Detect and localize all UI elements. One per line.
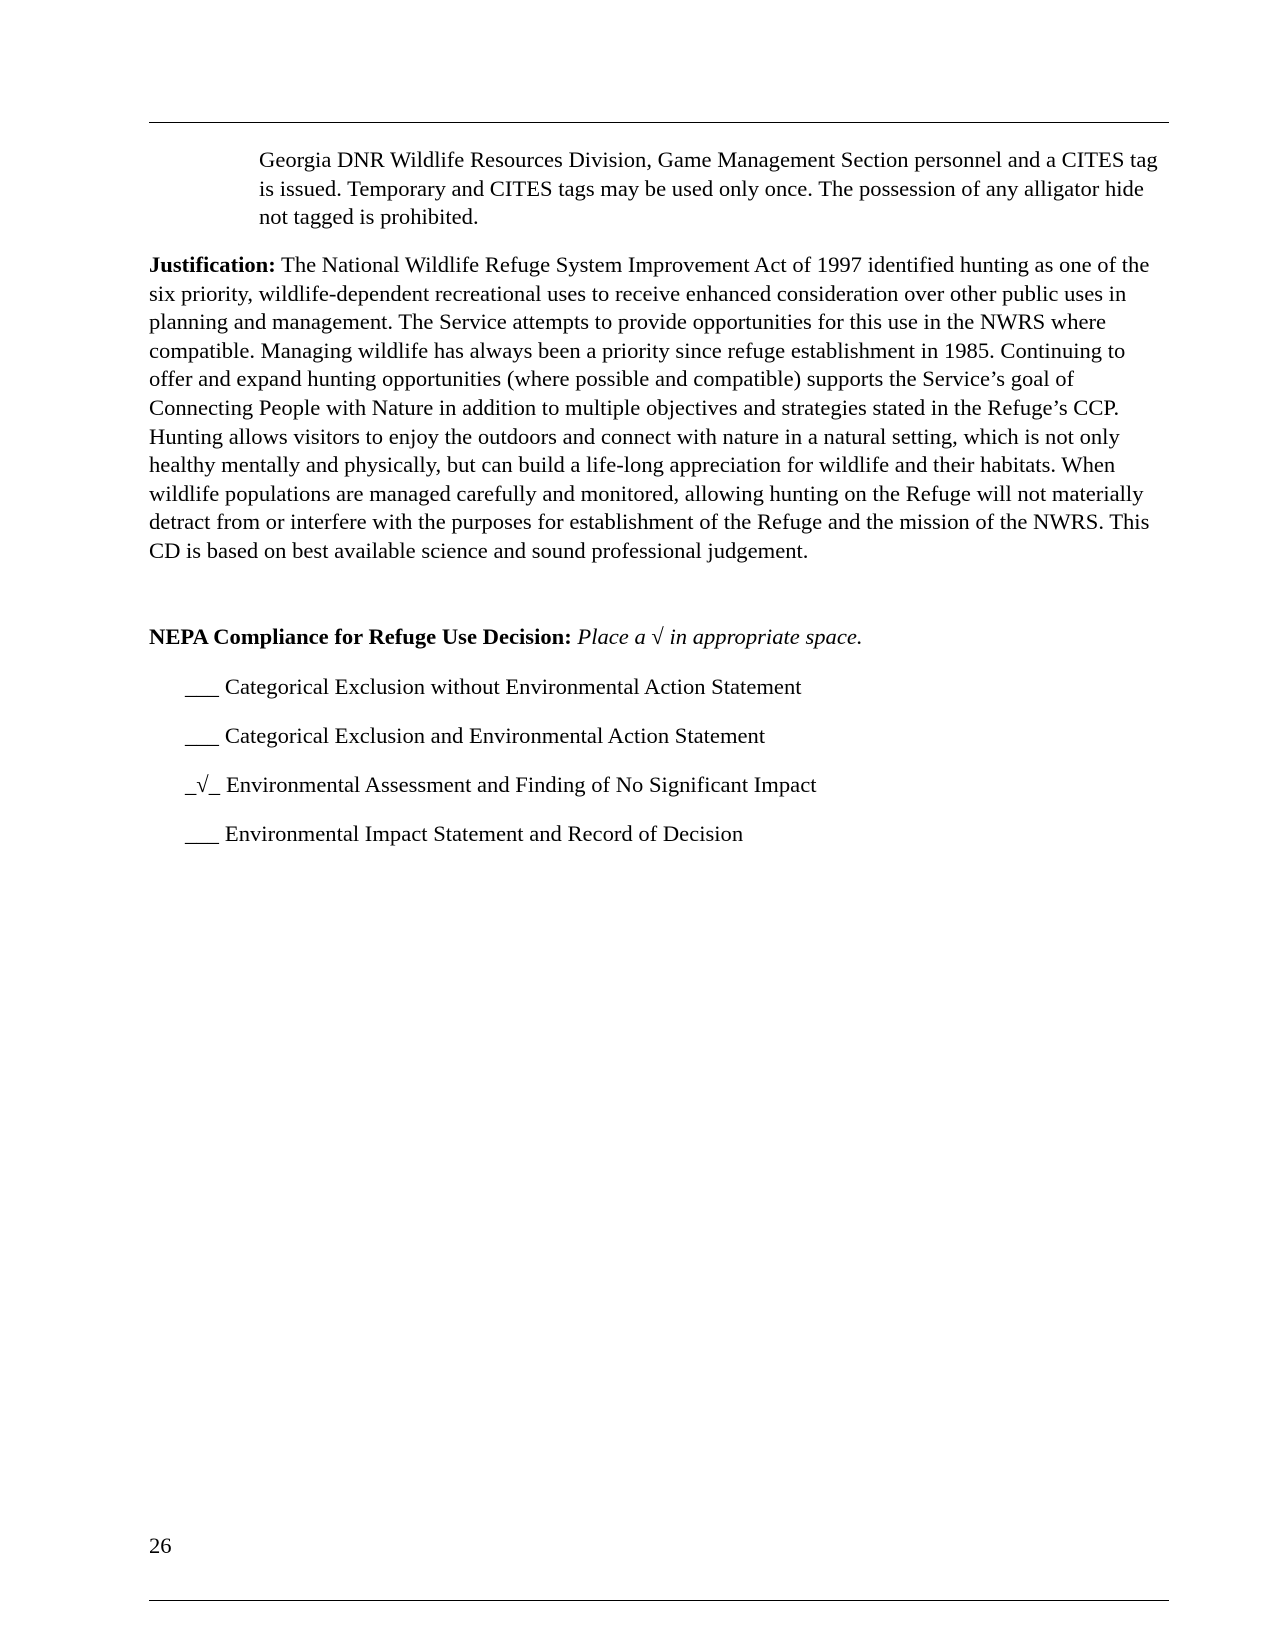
- header-rule: [149, 122, 1169, 123]
- nepa-option-environmental-impact-statement: [185, 820, 817, 869]
- nepa-heading: [149, 623, 1149, 651]
- justification-label: Justification:: [149, 252, 276, 277]
- justification-paragraph: [149, 251, 1171, 566]
- nepa-option-label: Categorical Exclusion and Environmental Action Statement: [224, 723, 766, 748]
- nepa-label: NEPA Compliance for Refuge Use Decision:: [149, 624, 572, 649]
- nepa-options-list: [185, 673, 817, 869]
- justification-text: The National Wildlife Refuge System Improvement Act of 1997 identified hunting as one of the six priority, wildlife-dependent recreational uses to receive enhanced consideration over other public uses in planning and management. The Service attempts to provide opportunities for this use in the NWRS where compatible. Managing wildlife has always been a priority since refuge establishment in 1985. Continuing to offer and expand hunting opportunities (where possible and compatible) supports the Service’s goal of Connecting People with Nature in addition to multiple objectives and strategies stated in the Refuge’s CCP. Hunting allows visitors to enjoy the outdoors and connect with nature in a natural setting, which is not only healthy mentally and physically, but can build a life-long appreciation for wildlife and their habitats. When wildlife populations are managed carefully and monitored, allowing hunting on the Refuge will not materially detract from or interfere with the purposes for establishment of the Refuge and the mission of the NWRS. This CD is based on best available science and sound professional judgement.: [149, 252, 1150, 563]
- nepa-option-mark: ___: [185, 821, 219, 846]
- nepa-option-mark: ___: [185, 674, 219, 699]
- nepa-option-environmental-assessment-fonsi: [185, 771, 817, 820]
- continued-paragraph: Georgia DNR Wildlife Resources Division, Game Management Section personnel and a CITES tag is issued. Temporary and CITES tags may be used only once. The possession of any alligator hide not tagged is prohibited.: [259, 147, 1158, 229]
- nepa-option-label: Environmental Assessment and Finding of No Significant Impact: [226, 772, 817, 797]
- nepa-option-mark: ___: [185, 723, 219, 748]
- nepa-option-label: Categorical Exclusion without Environmental Action Statement: [224, 674, 802, 699]
- nepa-option-label: Environmental Impact Statement and Record of Decision: [224, 821, 744, 846]
- nepa-option-categorical-exclusion-and-eas: [185, 722, 817, 771]
- nepa-instruction: Place a √ in appropriate space.: [571, 624, 863, 649]
- nepa-option-categorical-exclusion-without-eas: [185, 673, 817, 722]
- page-number: 26: [149, 1533, 172, 1558]
- nepa-option-mark-checked: _√_: [185, 772, 220, 797]
- footer-rule: [149, 1600, 1169, 1601]
